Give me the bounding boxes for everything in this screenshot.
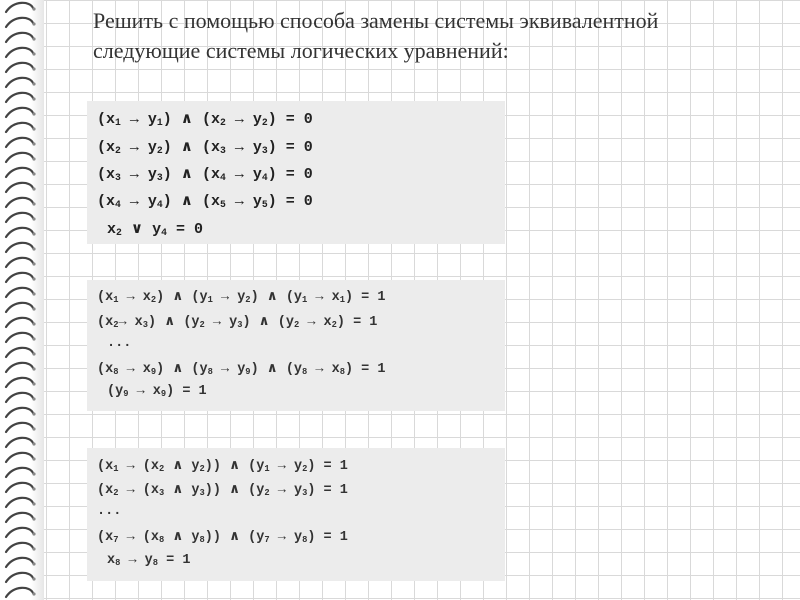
equation-line: $(x_2 \to y_2)$ ∧ $(x_3 \to y_3) = 0$ [97,137,313,156]
equation-box-3 [87,448,505,581]
equation-line: $x_2$ ∨ $y_4 = 0$ [107,219,203,238]
equation-line: $(x_2\to x_3)$ ∧ $(y_2 \to y_3)$ ∧ $(y_2 \to x_2) = 1$ [97,313,378,330]
equation-line: ... [107,336,132,351]
equation-line: $(x_3 \to y_3)$ ∧ $(x_4 \to y_4) = 0$ [97,164,313,183]
equation-line: $(x_1 \to x_2)$ ∧ $(y_1 \to y_2)$ ∧ $(y_1 \to x_1) = 1$ [97,288,386,305]
equation-line: ($x_2 \to (x_3$ ∧ $y_3$)) ∧ $(y_2 \to y_3) = 1$ [97,481,348,498]
equation-box-1 [87,101,505,244]
equation-line: ($x_1 \to (x_2$ ∧ $y_2$)) ∧ $(y_1 \to y_2) = 1$ [97,457,348,474]
equation-line: ($x_7 \to (x_8$ ∧ $y_8$)) ∧ $(y_7 \to y_8) = 1$ [97,528,348,545]
equation-line: $(y_9 \to x_9) = 1$ [107,384,207,399]
equation-line: $(x_1 \to y_1)$ ∧ $(x_2 \to y_2) = 0$ [97,109,313,128]
equation-line: $x_8 \to y_8 = 1$ [107,553,191,568]
equation-line: $(x_4 \to y_4)$ ∧ $(x_5 \to y_5) = 0$ [97,191,313,210]
page-title: Решить с помощью способа замены системы эквивалентной следующие системы логических уравнений: [93,8,659,63]
equation-line: ... [97,504,122,519]
equation-box-2 [87,280,505,411]
spiral-binding-icon [0,0,44,600]
equation-line: $(x_8 \to x_9)$ ∧ $(y_8 \to y_9)$ ∧ $(y_8 \to x_8) = 1$ [97,360,386,377]
